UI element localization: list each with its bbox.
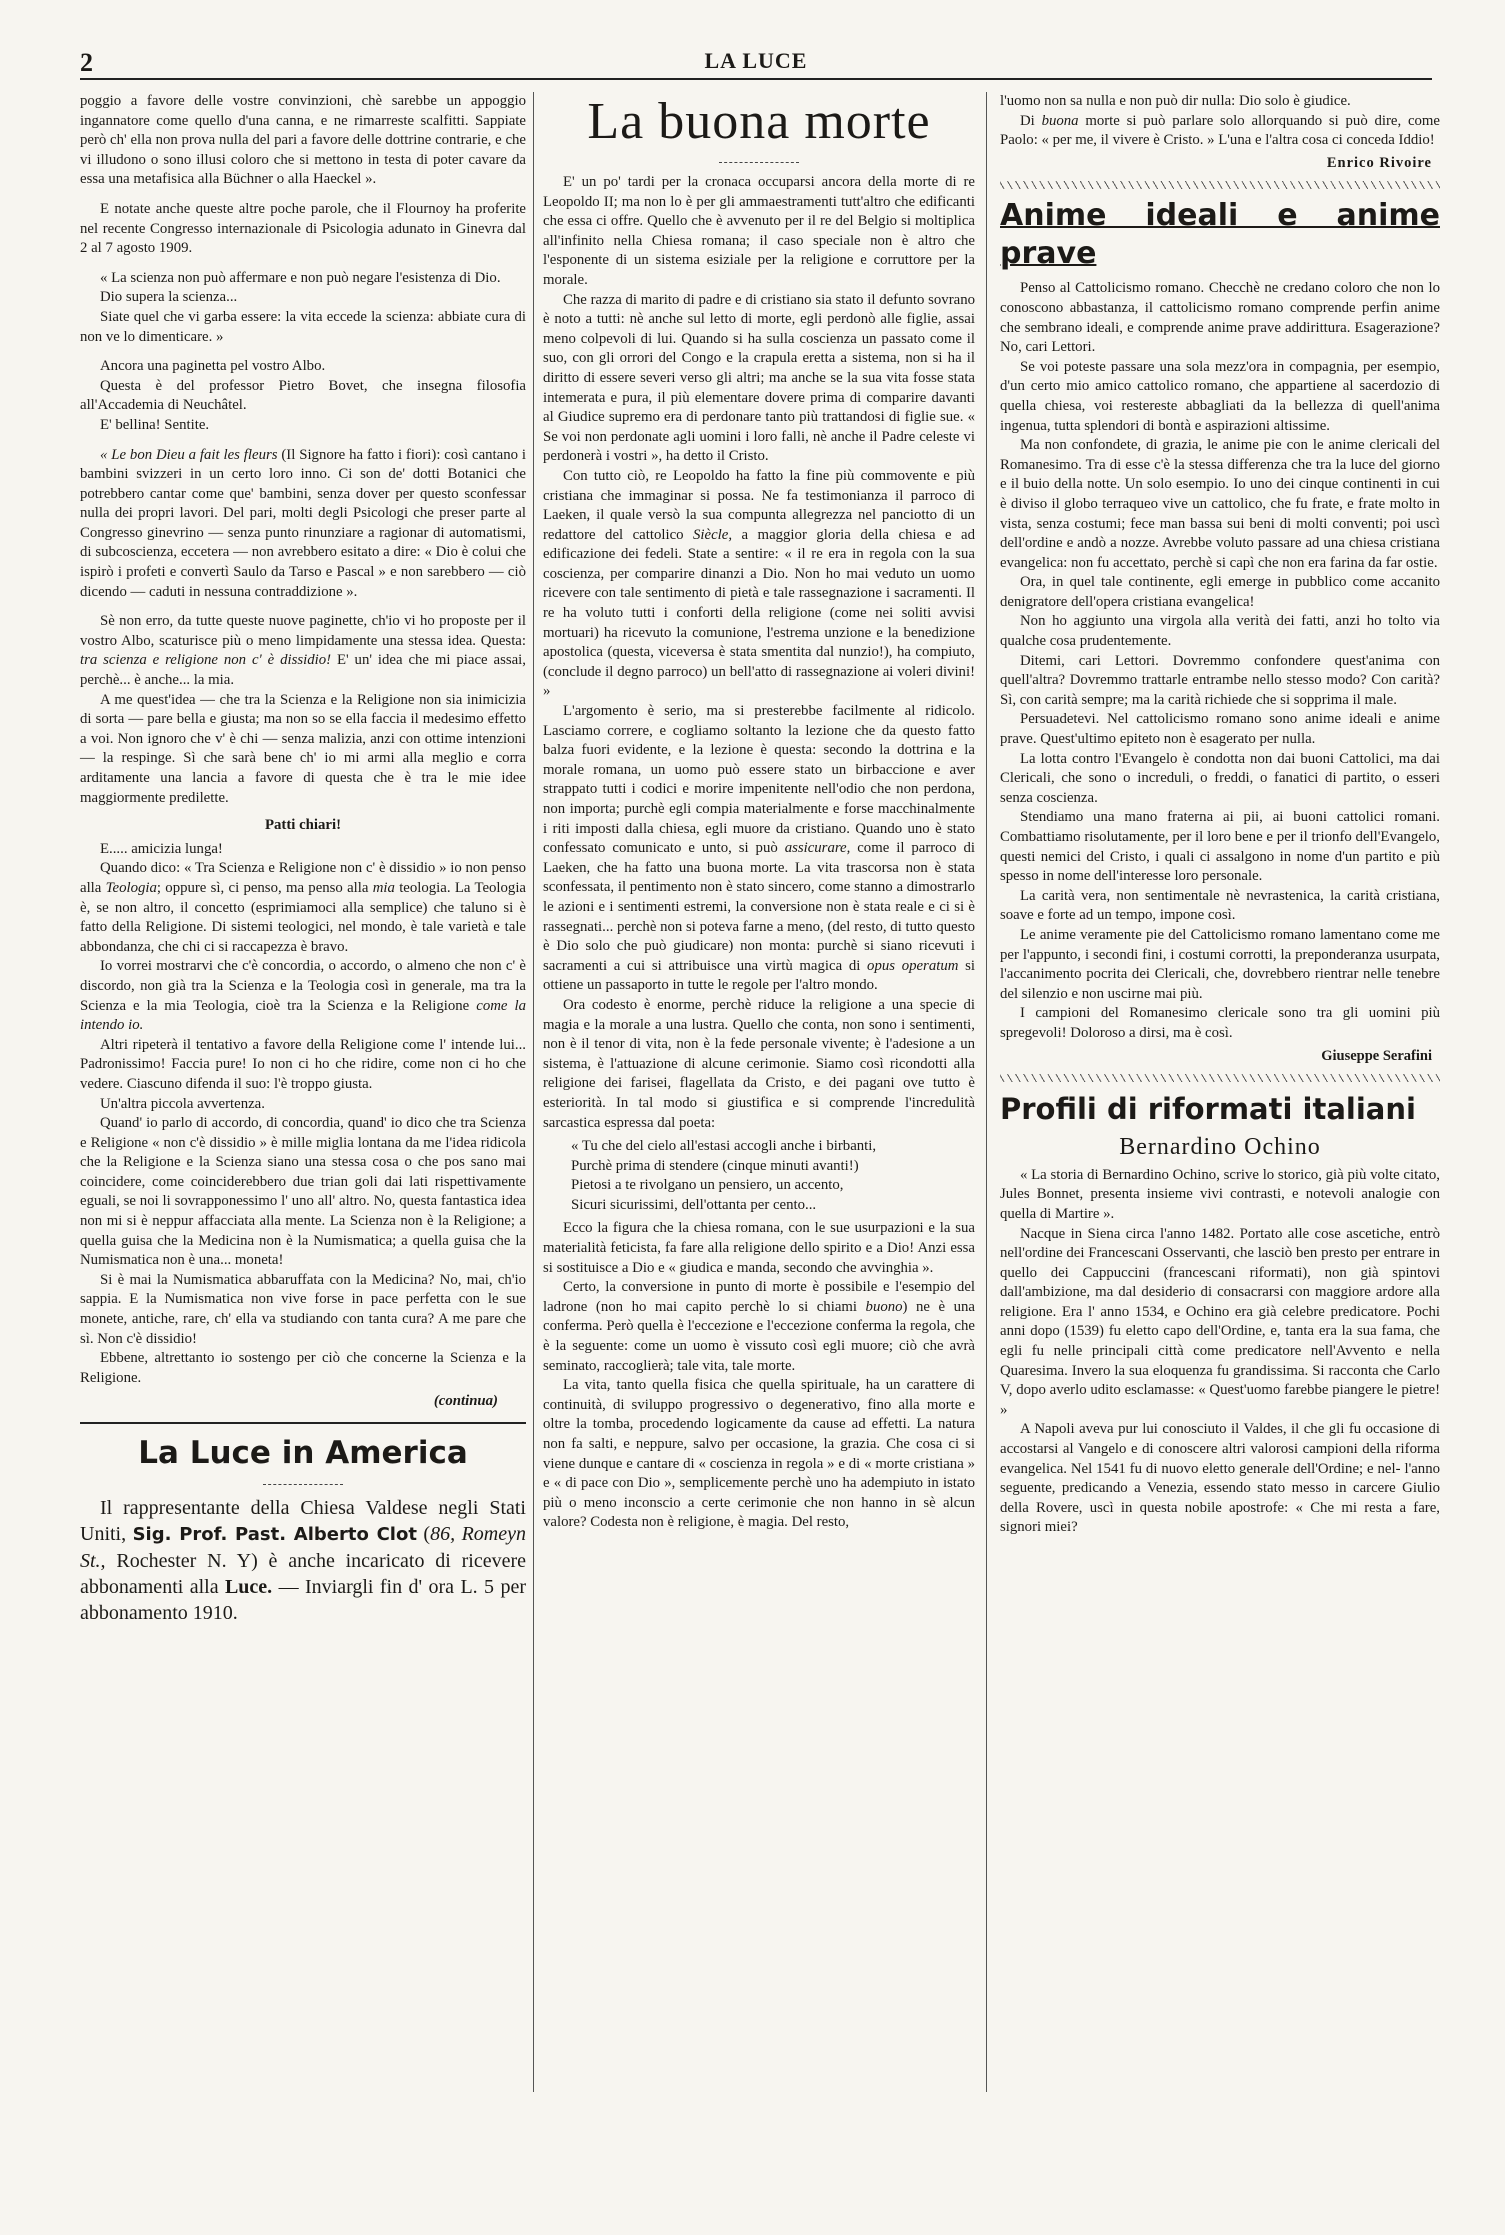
paragraph: Ma non confondete, di grazia, le anime pie con le anime clericali del Romanesimo. Tra di esse c'è la stessa differenza che tra la luce del giorno e il buio della notte. Un solo esempio. Io uno dei cinque continenti in cui è diviso il globo terraqueo vive un cattolico, che fu frate, e frate molto in vista, senza costumi; fece man bassa sui beni di molti conventi; poi uscì dell'ordine e andò a nozze. Avrebbe voluto passare ad una chiesa cristiana evangelica: non fu accettato, perchè si capì che non era farina da far ostie. — [1000, 437, 1440, 571]
paragraph: Quando dico: « Tra Scienza e Religione non c' è dissidio » io non penso alla Teologia; oppure sì, ci penso, ma penso alla mia teologia. La Teologia è, se non altro, il concetto (esprimiamoci alla semplice) che taluno si è fatto della Religione. Di sistemi teologici, nel mondo, è tale varietà e tale abbondanza, che chi ci si raccapezza è bravo. — [80, 860, 527, 955]
italic-phrase: « Le bon Dieu a fait les fleurs — [100, 446, 278, 463]
paragraph: I campioni del Romanesimo clericale sono tra gli uomini più spregevoli! Doloroso a dirsi, ma è così. — [1000, 1005, 1440, 1041]
paragraph: Questa è del professor Pietro Bovet, che insegna filosofia all'Accademia di Neuchâtel. — [80, 377, 526, 414]
paragraph: Con tutto ciò, re Leopoldo ha fatto la fine più commovente e più cristiana che immaginar si possa. Ne fa testimonianza il parroco di Laeken, il quale versò la sua compunta allegrezza nel panciotto di un redattore del cattolico Siècle, a maggior gloria della chiesa e ad edificazione dei fedeli. State a sentire: « il re era in regola con la sua coscienza, per comparire dinanzi a Dio. Non ho mai veduto un uomo ricevere con tale sentimento di pietà e tale rassegnazione i sacramenti. Il re ha voluto tutti i conforti della religione (come nei soliti avvisi mortuari) ha ricevuto la comunione, l'estrema unzione e la benedizione apostolica (questa, viceversa è stata smentita dal nunzio!), ha compiuto, (conclude il degno parroco) un bell'atto di rassegnazione ai voleri divini! » — [543, 467, 975, 700]
paragraph: Nacque in Siena circa l'anno 1482. Portato alle cose ascetiche, entrò nell'ordine dei Francescani Osservanti, che lasciò ben presto per entrare in quello dei Cappuccini (francescani riformati), non già spintovi dall'ambizione, ma dal desiderio di consacrarsi con maggiore ardore alla religione. Era l' anno 1534, e Ochino era già celebre predicatore. Pochi anni dopo (1539) fu eletto capo dell'Ordine, e, tanta era la sua fama, che egli fu nelle principali città come predicatore nell'Avvento e nella Quaresima. Invero la sua eloquenza fu grandissima. Si racconta che Carlo V, dopo averlo udito esclamasse: « Quest'uomo farebbe piangere le pietre! » — [1000, 1225, 1440, 1418]
poem — [571, 1137, 975, 1215]
paragraph: Altri ripeterà il tentativo a favore della Religione come l' intende lui... Padronissimo! Faccia pure! Io non ci ho che ridire, come non ci ho che vedere. Ciascuno difenda il suo: l'è troppo giusta. — [80, 1036, 526, 1092]
paragraph: Penso al Cattolicismo romano. Checchè ne credano coloro che non lo conoscono abbastanza, il cattolicismo romano comprende perfin anime che sembrano ideali, e comprende anime prave addirittura. Esagerazione? No, cari Lettori. — [1000, 280, 1440, 356]
section-divider — [80, 1422, 526, 1424]
ornament-rule — [1000, 181, 1440, 189]
section-title: Profili di riformati italiani — [1000, 1092, 1416, 1127]
paragraph: L'argomento è serio, ma si presterebbe facilmente al ridicolo. Lasciamo correre, e cogliamo soltanto la lezione che da questo fatto balza fuori evidente, e la lezione è questa: secondo la dottrina e la morale romana, un uomo può essere stato un birbaccione e aver strappato tutti i codici e morire impenitente nell'odio che non perdona, non importa; purchè egli compia materialmente e forse macchinalmente i riti imposti dalla chiesa, egli muore da cristiano. Quando uno è stato confessato comunicato e unto, si può assicurare, come il parroco di Laeken, che ha fatto una buona morte. La vita trascorsa non è stata sconfessata, il pentimento non è stato sincero, come stanno a dimostrarlo le azioni e i sentimenti estremi, la conversione non è stata reale e ci si è rassegnati... perchè non si poteva farne a meno, (del resto, di tutto questo è Dio solo che può giudicare) non monta: purchè si siano ricevuti i sacramenti a cui si attribuisce una virtù magica di opus operatum si ottiene un passaporto in tutte le regole per l'altro mondo. — [543, 703, 975, 994]
paragraph: Si è mai la Numismatica abbaruffata con la Medicina? No, mai, ch'io sappia. E la Numismatica non vive forse in pace perfetta con le sue monete, antiche, rare, ch' ella va studiando con tanta cura? A me pare che sì. Non c'è dissidio! — [80, 1271, 526, 1347]
paragraph: E notate anche queste altre poche parole, che il Flournoy ha proferite nel recente Congresso internazionale di Psicologia adunato in Ginevra dal 2 al 7 agosto 1909. — [80, 200, 526, 257]
paragraph: « La storia di Bernardino Ochino, scrive lo storico, già più volte citato, Jules Bonnet, presenta insieme vivi contrasti, e notevoli analogie con quella di Martire ». — [1000, 1166, 1440, 1222]
column-rule — [986, 92, 987, 2092]
paragraph: Un'altra piccola avvertenza. — [100, 1095, 265, 1112]
paragraph: l'uomo non sa nulla e non può dir nulla: Dio solo è giudice. — [1000, 93, 1351, 109]
paragraph: Le anime veramente pie del Cattolicismo romano lamentano come me per l'appunto, i secondi fini, i costumi corrotti, la preponderanza usurpata, l'accanimento pocrita dei Clericali, che, dovrebbero rientrar nelle tenebre del silenzio e non uscirne mai più. — [1000, 926, 1440, 1002]
poem-line: Pietosi a te rivolgano un pensiero, un accento, — [571, 1177, 844, 1194]
paragraph: La carità vera, non sentimentale nè nevrastenica, la carità cristiana, soave e forte ad un tempo, impone così. — [1000, 887, 1440, 924]
paragraph: Ancora una paginetta pel vostro Albo. — [100, 358, 326, 375]
section-title: Anime ideali e anime prave — [1000, 198, 1440, 272]
paragraph: Stendiamo una mano fraterna ai pii, ai buoni cattolici romani. Combattiamo risolutamente, per il loro bene e per il trionfo dell'Evangelo, questi nemici del Cristo, i quali ci assalgono in nome d'un partito e più spesso in nome dell'interesse loro personale. — [1000, 809, 1440, 885]
paragraph: E' un po' tardi per la cronaca occuparsi ancora della morte di re Leopoldo II; ma non lo è per gli ammaestramenti tutt'altro che edificanti che essa ci offre. Quello che è avvenuto per il re del Belgio si moltiplica all'infinito nella Chiesa romana; il caso speciale non è altro che l'esponente di un sistema esiziale per la religione e corruttore per la morale. — [543, 174, 975, 288]
author-signature: Giuseppe Serafini — [1321, 1047, 1432, 1064]
paragraph: Ebbene, altrettanto io sostengo per ciò che concerne la Scienza e la Religione. — [80, 1350, 526, 1386]
ornament — [263, 1478, 343, 1485]
paragraph: Ecco la figura che la chiesa romana, con le sue usurpazioni e la sua materialità feticista, fa fare alla religione dello spirito e a Dio! Anzi essa si sostituisce a Dio e « giudica e manda, secondo che avvinghia ». — [543, 1220, 975, 1276]
page-number: 2 — [80, 48, 93, 77]
notice-text: Il rappresentante della Chiesa Valdese negli Stati Uniti, Sig. Prof. Past. Alberto Clot (86, Romeyn St., Rochester N. Y) è anche incaricato di ricevere abbonamenti alla Luce. — Inviargli fin d' ora L. 5 per abbonamento 1910. — [80, 1497, 526, 1624]
poem-line: « Tu che del cielo all'estasi accogli anche i birbanti, — [571, 1138, 877, 1155]
paragraph: E..... amicizia lunga! — [100, 840, 223, 857]
poem-line: Purchè prima di stendere (cinque minuti avanti!) — [571, 1157, 859, 1174]
italic-phrase: tra scienza e religione non c' è dissidio! — [80, 652, 332, 669]
continued-note: (continua) — [433, 1393, 498, 1410]
subheading: Patti chiari! — [264, 817, 341, 834]
poem-line: Sicuri sicurissimi, dell'ottanta per cento... — [571, 1196, 817, 1213]
running-title: LA LUCE — [704, 48, 808, 73]
column-right — [1000, 92, 1440, 2102]
section-title: La Luce in America — [138, 1435, 468, 1471]
page-header — [80, 48, 1432, 80]
quote-line: Dio supera la scienza... — [100, 289, 238, 306]
paragraph: « Le bon Dieu a fait les fleurs (Il Signore ha fatto i fiori): così cantano i bambini svizzeri in un certo loro inno. Ci son de' dotti Botanici che potrebbero cantar come que' bambini, senza dover per questo sconfessar nulla dei propri lavori. Del pari, molti degli Psicologi che preser parte al Congresso ginevrino — senza punto rinunziare a ragionar di automatismi, di subcoscienza, eccetera — non avrebbero esitato a dire: « Dio è colui che ispirò i profeti e convertì Saulo da Tarso e Pascal » e non sarebbero — ciò dicendo — caduti in nessuna contraddizione ». — [80, 446, 526, 600]
paragraph: La vita, tanto quella fisica che quella spirituale, ha un carattere di continuità, di sviluppo progressivo o degenerativo, fino alla morte e oltre la tomba, procedendo logicamente da cause ad effetti. La natura non fa salti, e neppure, salvo per occasione, la grazia. Che cosa ci si viene dunque e cantare di « coscienza in regola » e di « morte cristiana » e « di pace con Dio », semplicemente perchè uno ha adempiuto in istato più o meno inconscio a certe cerimonie che non hanno in sè alcun valore? Codesta non è religione, è magia. Del resto, — [543, 1377, 975, 1531]
paragraph: Se voi poteste passare una sola mezz'ora in compagnia, per esempio, d'un certo mio amico cattolico romano, che appartiene al sacerdozio di quella chiesa, voi restereste abbagliati da la bellezza di quell'anima ingenua, tutta splendori di bontà e aspirazioni altissime. — [1000, 358, 1440, 434]
paragraph: Quand' io parlo di accordo, di concordia, quand' io dico che tra Scienza e Religione « non c'è dissidio » è mille miglia lontana da me l'idea ridicola che la Religione e la Scienza siano una stessa cosa o che pos sano mai coincidere, come coinciderebbero due trian goli dai lati rispettivamente eguali, se noi li sovrapponessimo l' uno all' altro. No, questa fantastica idea non mi si è neppur affacciata alla mente. La Scienza non è la Religione; a quella guisa che la Medicina non è la Numismatica; a quella guisa che la Numismatica non è una... moneta! — [80, 1115, 526, 1269]
paragraph: Non ho aggiunto una virgola alla verità dei fatti, anzi ho tolto via qualche cosa prudentemente. — [1000, 613, 1440, 650]
column-rule — [533, 92, 534, 2092]
column-middle — [543, 92, 975, 2102]
column-left — [80, 92, 526, 1852]
paragraph: Certo, la conversione in punto di morte è possibile e l'esempio del ladrone (non ho mai capito perchè lo si chiami buono) ne è una conferma. Però quella è l'eccezione e l'eccezione conferma la regola, che è la seguente: come un uomo è vissuto così egli muore; ciò che avrà seminato, raccoglierà; tale vita, tale morte. — [543, 1279, 975, 1374]
paragraph: Ditemi, cari Lettori. Dovremmo confondere quest'anima con quell'altra? Dovremmo trattarle entrambe nello stesso modo? Con carità? Sì, con carità sempre; ma la carità richiede che si sopprima il male. — [1000, 652, 1440, 708]
quote-line: Siate quel che vi garba essere: la vita eccede la scienza: abbiate cura di non ve lo dimenticare. » — [80, 308, 526, 345]
paragraph: Persuadetevi. Nel cattolicismo romano sono anime ideali e anime prave. Quest'ultimo epiteto non è esagerato per nulla. — [1000, 711, 1440, 748]
paragraph: Che razza di marito di padre e di cristiano sia stato il defunto sovrano è noto a tutti: nè anche sul letto di morte, egli perdonò alle figlie, assai meno colpevoli di lui. Quando si ha sulla coscienza un passato come il suo, con gli orrori del Congo e la crapula eretta a sistema, non si ha il diritto di essere severi verso gli altri; ma anche se la sua vita fosse stata intemerata e pura, il più elementare dovere prima di comparire davanti al Giudice supremo era di perdonare tanto più trattandosi di figlie sue. « Se voi non perdonate agli uomini i loro falli, nè anche il Padre celeste vi perdonerà i vostri », ha detto il Cristo. — [543, 291, 975, 465]
ornament-rule — [1000, 1074, 1440, 1082]
author-signature: Enrico Rivoire — [1326, 154, 1432, 171]
paragraph: Ora, in quel tale continente, egli emerge in pubblico come accanito denigratore dell'opera cristiana evangelica! — [1000, 574, 1440, 610]
paragraph: Sè non erro, da tutte queste nuove paginette, ch'io vi ho proposte per il vostro Albo, scaturisce più o meno limpidamente una stessa idea. Questa: tra scienza e religione non c' è dissidio! E' un' idea che mi piace assai, perchè... è anche... la mia. — [80, 613, 526, 689]
article-title: La buona morte — [587, 93, 931, 150]
paragraph: Di buona morte si può parlare solo allorquando si può dire, come Paolo: « per me, il vivere è Cristo. » L'una e l'altra cosa ci conceda Iddio! — [1000, 112, 1440, 149]
paragraph: poggio a favore delle vostre convinzioni, chè sarebbe un appoggio ingannatore come quello d'una canna, e ne rimarreste scalfitti. Sappiate però ch' ella non prova nulla del pari a favore delle dottrine contrarie, e che vi illudono o sono illusi coloro che si mettono in testa di poter cavare da essa una metafisica alla Büchner o alla Haeckel ». — [80, 93, 526, 188]
paragraph: Ora codesto è enorme, perchè riduce la religione a una specie di magia e la morale a una lustra. Quello che conta, non sono i sentimenti, non è il tenor di vita, non è la fede personale vivente; è l'adesione a un sistema, è l'attuazione di alcune cerimonie. Siamo così ricondotti alla religione dei farisei, flagellata da Cristo, e dei pagani ove tutto è esteriorità. In tal modo si giustifica e si comprende l'incredulità sarcastica espressa dal poeta: — [543, 996, 975, 1131]
paragraph: A Napoli aveva pur lui conosciuto il Valdes, il che gli fu occasione di accostarsi al Vangelo e di conoscere altri valorosi campioni della riforma evangelica. Nel 1541 fu di nuovo eletto generale dell'Ordine; e nel- l'anno seguente, predicando a Venezia, essendo stato messo in carcere Giulio della Rovere, uscì in questa nobile apostrofe: « Che mi resta a fare, signori miei? — [1000, 1421, 1440, 1536]
paragraph: La lotta contro l'Evangelo è condotta non dai buoni Cattolici, ma dai Clericali, che sono o increduli, o freddi, o fanatici di partito, o esseri senza coscienza. — [1000, 750, 1440, 806]
ornament — [719, 156, 799, 163]
quote-line: « La scienza non può affermare e non può negare l'esistenza di Dio. — [100, 269, 501, 286]
paragraph: E' bellina! Sentite. — [100, 416, 210, 433]
paragraph: A me quest'idea — che tra la Scienza e la Religione non sia inimicizia di sorta — pare bella e giusta; ma non so se ella faccia il medesimo effetto a voi. Non ignoro che v' è chi — senza malizia, anzi con ottime intenzioni — la respinge. Sì che sarà bene ch' io mi armi alla meglio e corra arditamente una lancia a favore di questa che è tra le mie idee maggiormente predilette. — [80, 691, 526, 806]
paragraph: Io vorrei mostrarvi che c'è concordia, o accordo, o almeno che non c' è discordo, non già tra la Scienza e la Teologia così in generale, ma tra la Scienza e la mia Teologia, cioè tra la Scienza e la Religione come la intendo io. — [80, 958, 526, 1034]
section-subtitle: Bernardino Ochino — [1119, 1134, 1321, 1161]
